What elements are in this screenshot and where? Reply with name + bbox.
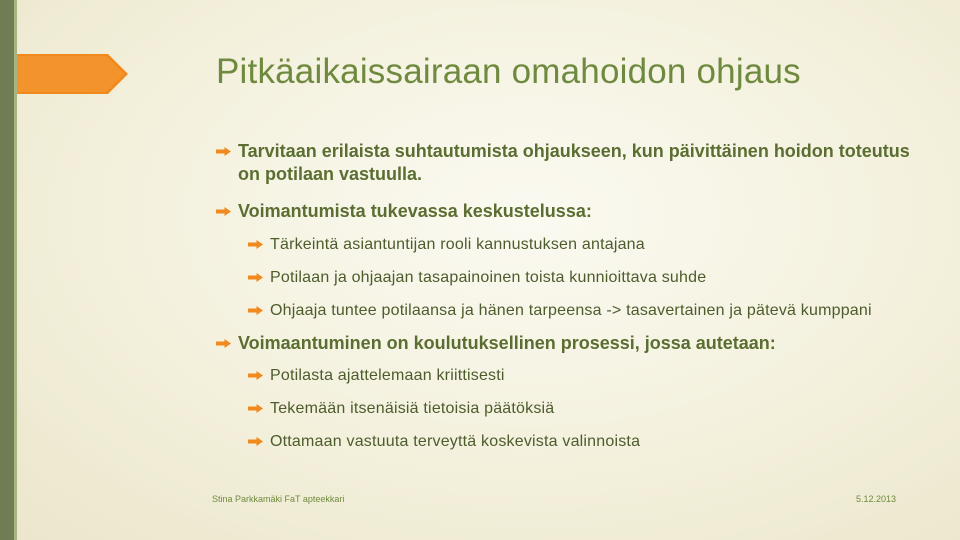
sub-bullet-item [248,234,916,255]
bullet-item [216,140,916,186]
sub-bullet-item [248,365,916,386]
bullet-text: Tärkeintä asiantuntijan rooli kannustuksen antajana [270,236,645,253]
bullet-text: Tekemään itsenäisiä tietoisia päätöksiä [270,400,555,417]
bullet-text: Potilasta ajattelemaan kriittisesti [270,367,505,384]
sub-bullet-item [248,300,890,321]
bullet-text: Voimantumista tukevassa keskustelussa: [238,201,592,221]
bullet-list [216,140,916,452]
arrow-bullet-icon [248,404,263,413]
footer-author: Stina Parkkamäki FaT apteekkari [212,494,345,504]
slide-title: Pitkäaikaissairaan omahoidon ohjaus [216,52,801,91]
bullet-text: Tarvitaan erilaista suhtautumista ohjaukseen, kun päivittäinen hoidon toteutus on potilaan vastuulla. [238,141,910,184]
sub-bullet-item [248,398,916,419]
arrow-bullet-icon [216,207,231,216]
footer-date: 5.12.2013 [856,494,897,504]
bullet-text: Potilaan ja ohjaajan tasapainoinen toista kunnioittava suhde [270,269,707,286]
arrow-bullet-icon [248,273,263,282]
arrow-bullet-icon [248,240,263,249]
bullet-text: Ohjaaja tuntee potilaansa ja hänen tarpeensa -> tasavertainen ja pätevä kumppani [270,302,872,319]
bullet-item [216,200,916,223]
arrow-bullet-icon [248,306,263,315]
bullet-text: Voimaantuminen on koulutuksellinen prosessi, jossa autetaan: [238,333,776,353]
arrow-bullet-icon [248,437,263,446]
arrow-bullet-icon [248,371,263,380]
arrow-bullet-icon [216,339,231,348]
sub-bullet-item [248,267,916,288]
bullet-item [216,332,916,355]
arrow-bullet-icon [216,147,231,156]
sub-bullet-item [248,431,916,452]
orange-arrow-decoration-icon [0,0,140,140]
bullet-text: Ottamaan vastuuta terveyttä koskevista valinnoista [270,433,641,450]
